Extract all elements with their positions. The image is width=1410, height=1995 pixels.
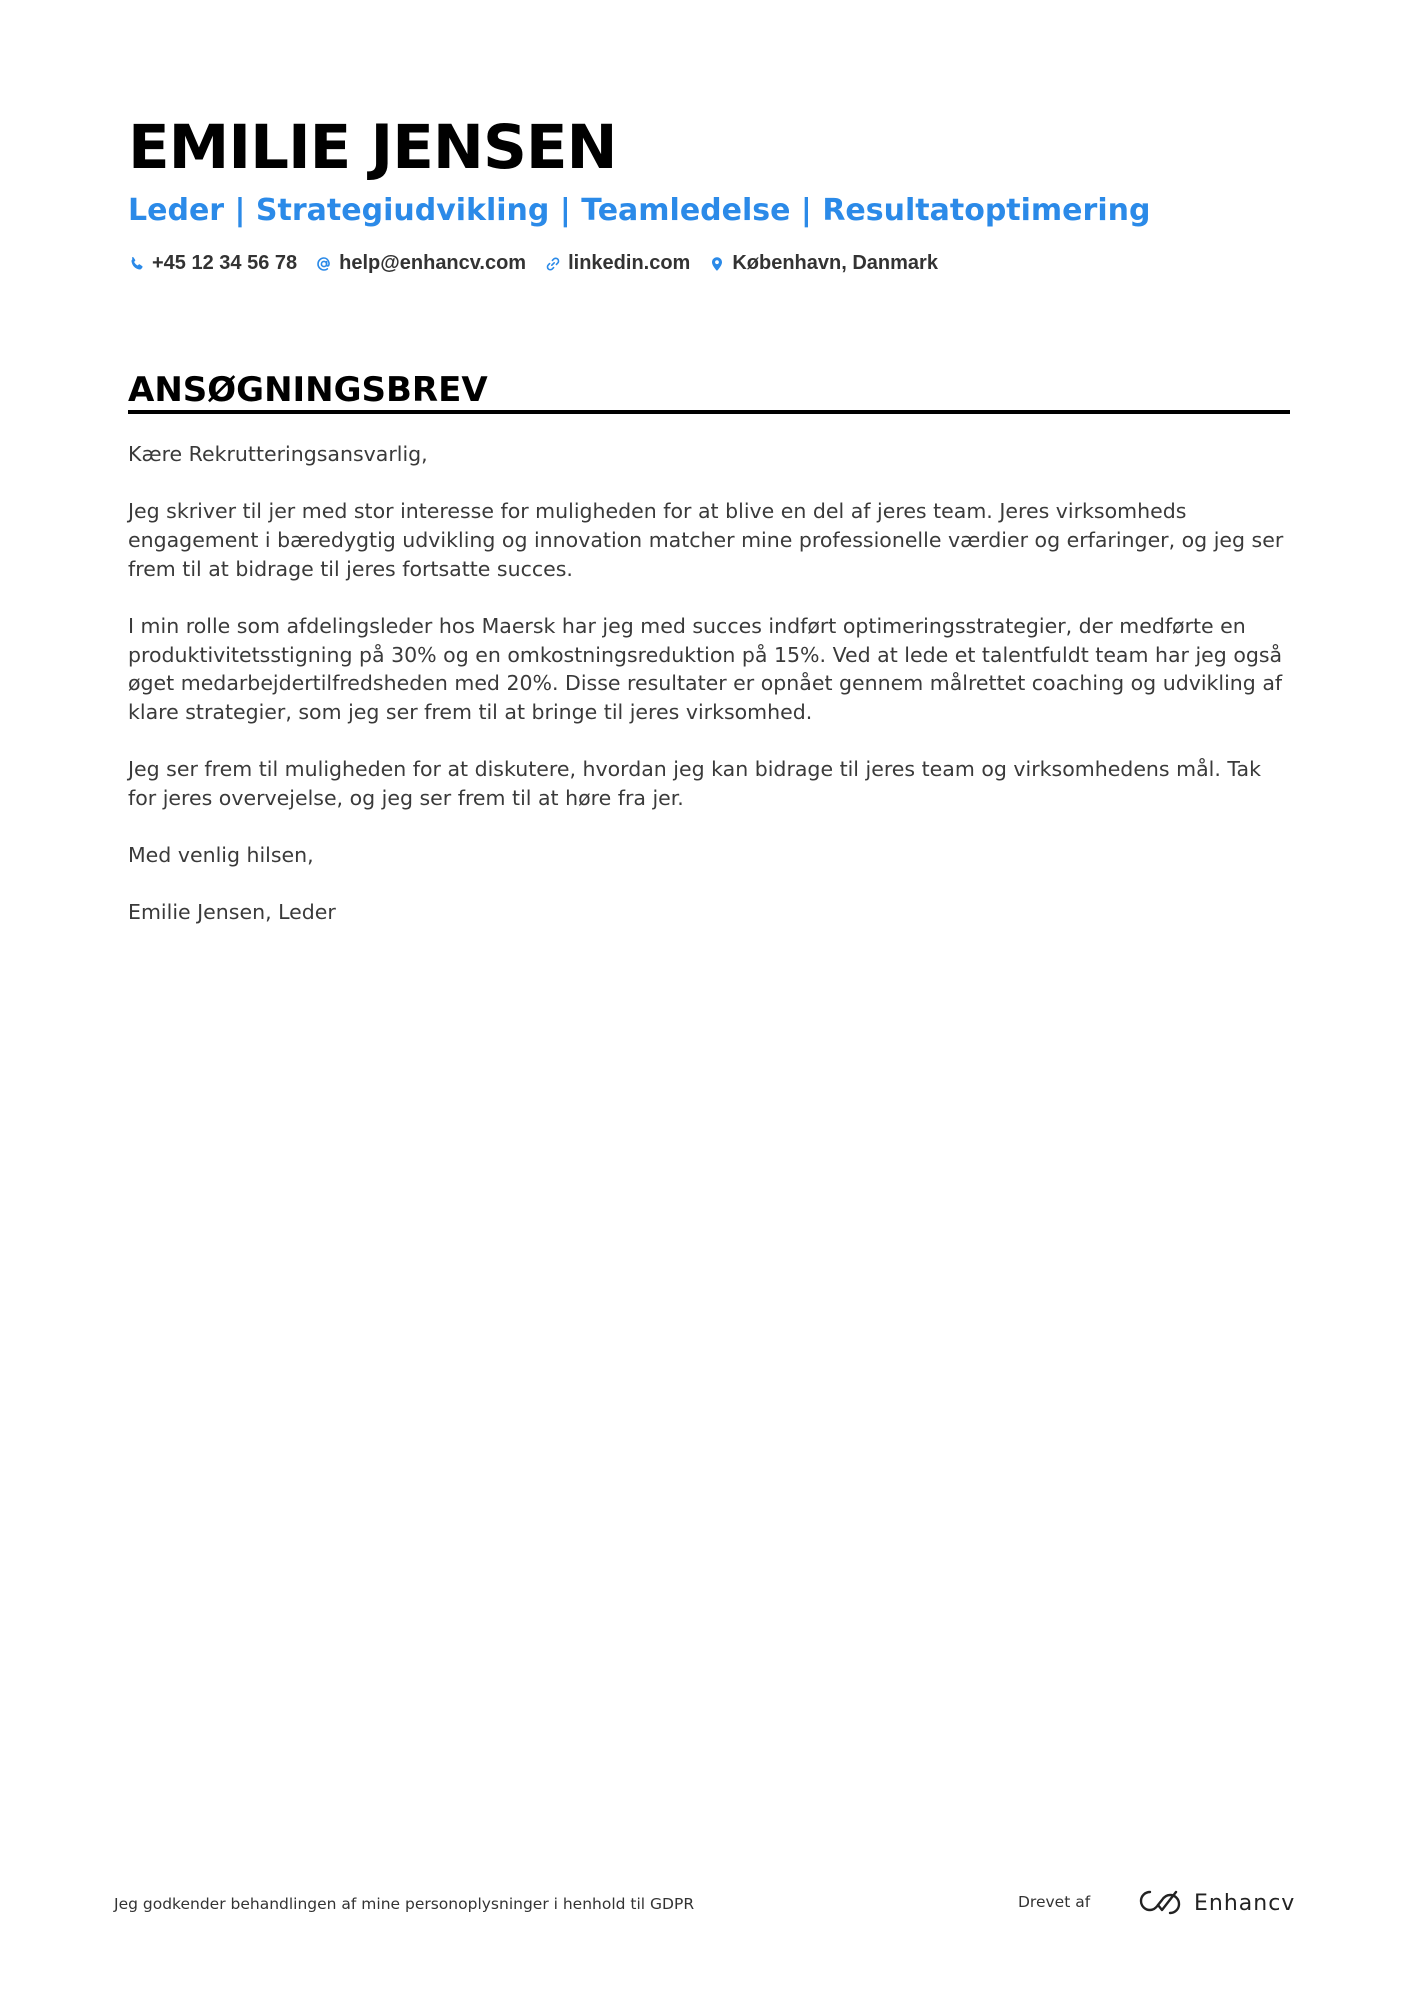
at-icon — [315, 255, 333, 273]
applicant-name: EMILIE JENSEN — [128, 112, 617, 183]
contact-phone[interactable] — [128, 252, 297, 275]
enhancv-logo[interactable] — [1138, 1886, 1295, 1921]
contact-phone-text: +45 12 34 56 78 — [152, 252, 298, 274]
contact-bar — [128, 252, 956, 275]
letter-paragraph: Jeg skriver til jer med stor interesse for muligheden for at blive en del af jeres team. Jeres virksomheds engagement i bæredygtig udvikling og innovation matcher mine professionelle værdier og erfaringer, og jeg ser frem til at bidrage til jeres fortsatte succes. — [128, 499, 1284, 581]
contact-email[interactable] — [315, 252, 526, 275]
letter-signature: Emilie Jensen, Leder — [128, 900, 336, 925]
enhancv-logo-icon — [1138, 1886, 1186, 1921]
contact-location — [708, 252, 938, 275]
letter-salutation: Kære Rekrutteringsansvarlig, — [128, 442, 428, 466]
contact-location-text: København, Danmark — [732, 252, 938, 274]
gdpr-consent-text: Jeg godkender behandlingen af mine personoplysninger i henhold til GDPR — [114, 1895, 695, 1913]
section-divider — [128, 410, 1290, 414]
contact-email-text: help@enhancv.com — [339, 252, 527, 274]
letter-paragraph: I min rolle som afdelingsleder hos Maersk har jeg med succes indført optimeringsstrategier, der medførte en produktivitetsstigning på 30% og en omkostningsreduktion på 15%. Ved at lede et talentfuldt team har jeg også øget medarbejdertilfredsheden med 20%. Disse resultater er opnået gennem målrettet coaching og udvikling af klare strategier, som jeg ser frem til at bringe til jeres virksomhed. — [128, 613, 1283, 724]
enhancv-brand-name: Enhancv — [1194, 1891, 1296, 1916]
location-pin-icon — [708, 255, 726, 273]
letter-paragraph: Jeg ser frem til muligheden for at diskutere, hvordan jeg kan bidrage til jeres team og virksomhedens mål. Tak for jeres overvejelse, og jeg ser frem til at høre fra jer. — [128, 757, 1261, 810]
contact-linkedin-text: linkedin.com — [568, 252, 691, 274]
contact-linkedin[interactable] — [544, 252, 690, 275]
phone-icon — [128, 255, 146, 273]
link-icon — [544, 255, 562, 273]
letter-closing: Med venlig hilsen, — [128, 843, 314, 868]
powered-by-text: Drevet af — [1018, 1893, 1091, 1911]
section-title: ANSØGNINGSBREV — [128, 370, 488, 410]
letter-body — [128, 440, 1290, 955]
applicant-headline: Leder | Strategiudvikling | Teamledelse | Resultatoptimering — [128, 193, 1151, 228]
